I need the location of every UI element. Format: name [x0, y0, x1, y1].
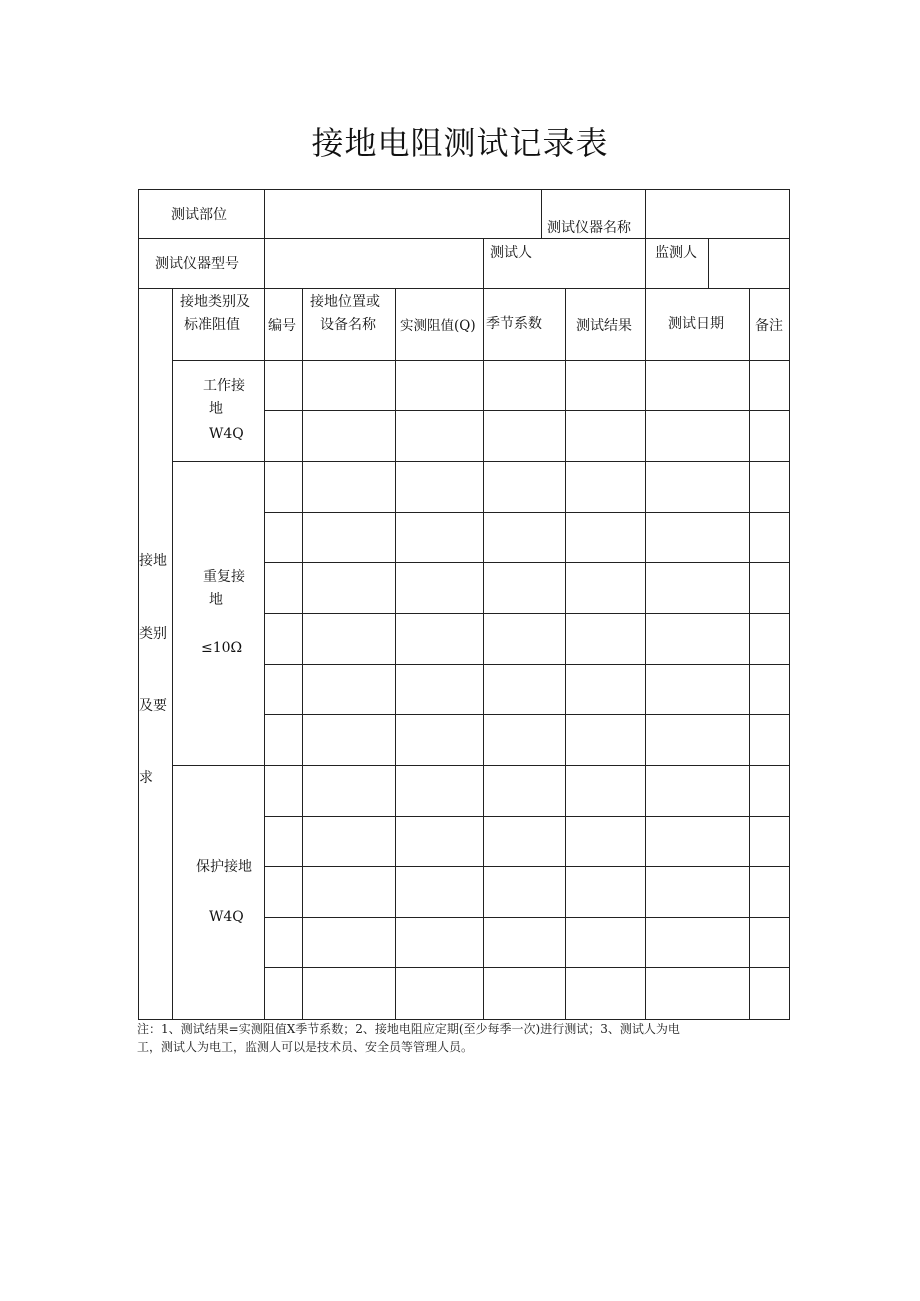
col-number: 编号	[268, 318, 296, 334]
instrument-model-field[interactable]	[266, 240, 482, 287]
side-label-line4: 求	[139, 770, 153, 786]
repeat-ground-line1: 重复接	[203, 569, 245, 585]
col-category-line2: 标准阻值	[184, 317, 240, 333]
supervisor-field[interactable]	[710, 240, 788, 287]
instrument-model-label: 测试仪器型号	[155, 256, 239, 272]
repeat-ground-value: ≤10Ω	[201, 640, 243, 656]
col-result: 测试结果	[576, 318, 632, 334]
col-date: 测试日期	[668, 316, 724, 332]
work-ground-value: W4Q	[209, 426, 244, 442]
location-label: 测试部位	[171, 207, 227, 223]
page-title: 接地电阻测试记录表	[311, 124, 609, 162]
tester-label: 测试人	[490, 245, 532, 261]
side-label-line1: 接地	[139, 553, 167, 569]
col-category-line1: 接地类别及	[180, 294, 250, 310]
col-season: 季节系数	[486, 316, 542, 332]
footnote-line2: 工，测试人为电工，监测人可以是技术员、安全员等管理人员。	[137, 1040, 474, 1054]
col-measured: 实测阻值(Q)	[400, 318, 476, 334]
side-label-line2: 类别	[139, 626, 167, 642]
instrument-name-field[interactable]	[647, 191, 788, 237]
instrument-name-label: 测试仪器名称	[547, 220, 631, 236]
supervisor-label: 监测人	[655, 245, 697, 261]
location-field[interactable]	[266, 191, 540, 237]
footnote-line1: 注：1、测试结果=实测阻值X季节系数；2、接地电阻应定期(至少每季一次)进行测试；3、测试人为电	[137, 1022, 680, 1036]
protect-ground-value: W4Q	[209, 909, 244, 925]
side-label-line3: 及要	[139, 698, 167, 714]
protect-ground-line1: 保护接地	[196, 859, 252, 875]
col-position-line2: 设备名称	[320, 317, 376, 333]
repeat-ground-line2: 地	[209, 592, 223, 608]
work-ground-line2: 地	[209, 401, 223, 417]
col-remark: 备注	[755, 318, 783, 334]
col-position-line1: 接地位置或	[310, 294, 380, 310]
footnote	[137, 1020, 757, 1056]
tester-field[interactable]	[543, 240, 644, 287]
work-ground-line1: 工作接	[203, 378, 245, 394]
